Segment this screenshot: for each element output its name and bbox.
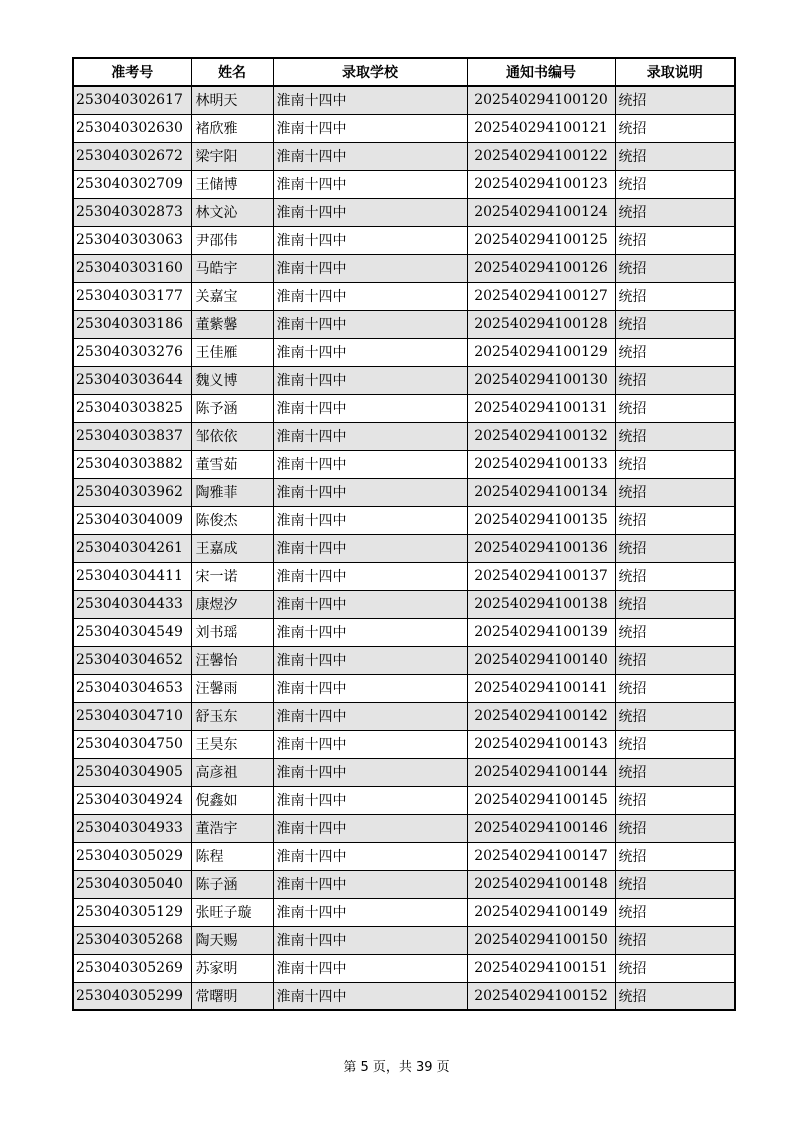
cell-notice-number: 202540294100127	[467, 282, 615, 310]
cell-student-name: 汪馨怡	[191, 646, 273, 674]
cell-admission-note: 统招	[615, 618, 735, 646]
cell-student-name: 陈子涵	[191, 870, 273, 898]
cell-student-name: 陈程	[191, 842, 273, 870]
cell-notice-number: 202540294100129	[467, 338, 615, 366]
cell-exam-number: 253040304750	[73, 730, 191, 758]
cell-student-name: 褚欣雅	[191, 114, 273, 142]
cell-admission-note: 统招	[615, 422, 735, 450]
cell-exam-number: 253040302873	[73, 198, 191, 226]
table-row	[73, 338, 735, 366]
cell-admission-note: 统招	[615, 226, 735, 254]
table-row	[73, 562, 735, 590]
cell-notice-number: 202540294100150	[467, 926, 615, 954]
table-row	[73, 898, 735, 926]
cell-admitted-school: 淮南十四中	[273, 646, 467, 674]
cell-admitted-school: 淮南十四中	[273, 478, 467, 506]
table-row	[73, 870, 735, 898]
cell-admitted-school: 淮南十四中	[273, 506, 467, 534]
cell-admitted-school: 淮南十四中	[273, 450, 467, 478]
cell-student-name: 陈予涵	[191, 394, 273, 422]
cell-admission-note: 统招	[615, 842, 735, 870]
cell-admission-note: 统招	[615, 786, 735, 814]
cell-admitted-school: 淮南十四中	[273, 898, 467, 926]
cell-student-name: 常曙明	[191, 982, 273, 1010]
cell-student-name: 王储博	[191, 170, 273, 198]
table-row	[73, 170, 735, 198]
cell-notice-number: 202540294100123	[467, 170, 615, 198]
cell-student-name: 董紫馨	[191, 310, 273, 338]
table-row	[73, 254, 735, 282]
cell-notice-number: 202540294100136	[467, 534, 615, 562]
table-row	[73, 618, 735, 646]
cell-admitted-school: 淮南十四中	[273, 534, 467, 562]
cell-notice-number: 202540294100124	[467, 198, 615, 226]
cell-admitted-school: 淮南十四中	[273, 226, 467, 254]
cell-notice-number: 202540294100152	[467, 982, 615, 1010]
cell-admitted-school: 淮南十四中	[273, 198, 467, 226]
table-row	[73, 842, 735, 870]
table-header-row	[73, 58, 735, 86]
cell-notice-number: 202540294100130	[467, 366, 615, 394]
cell-admission-note: 统招	[615, 198, 735, 226]
cell-notice-number: 202540294100131	[467, 394, 615, 422]
cell-admitted-school: 淮南十四中	[273, 562, 467, 590]
cell-admission-note: 统招	[615, 170, 735, 198]
cell-admission-note: 统招	[615, 898, 735, 926]
cell-exam-number: 253040303186	[73, 310, 191, 338]
cell-notice-number: 202540294100121	[467, 114, 615, 142]
cell-exam-number: 253040305268	[73, 926, 191, 954]
cell-admission-note: 统招	[615, 282, 735, 310]
table-row	[73, 506, 735, 534]
cell-exam-number: 253040302709	[73, 170, 191, 198]
cell-notice-number: 202540294100132	[467, 422, 615, 450]
cell-student-name: 马皓宇	[191, 254, 273, 282]
cell-admitted-school: 淮南十四中	[273, 982, 467, 1010]
cell-admission-note: 统招	[615, 478, 735, 506]
cell-admitted-school: 淮南十四中	[273, 758, 467, 786]
cell-exam-number: 253040305040	[73, 870, 191, 898]
cell-exam-number: 253040303160	[73, 254, 191, 282]
cell-student-name: 汪馨雨	[191, 674, 273, 702]
cell-notice-number: 202540294100141	[467, 674, 615, 702]
cell-student-name: 邹依依	[191, 422, 273, 450]
cell-student-name: 舒玉东	[191, 702, 273, 730]
cell-admission-note: 统招	[615, 142, 735, 170]
table-row	[73, 758, 735, 786]
table-row	[73, 534, 735, 562]
cell-exam-number: 253040304411	[73, 562, 191, 590]
cell-exam-number: 253040302672	[73, 142, 191, 170]
table-row	[73, 366, 735, 394]
table-row	[73, 730, 735, 758]
cell-notice-number: 202540294100120	[467, 86, 615, 114]
table-row	[73, 310, 735, 338]
cell-admitted-school: 淮南十四中	[273, 114, 467, 142]
cell-notice-number: 202540294100122	[467, 142, 615, 170]
table-row	[73, 814, 735, 842]
cell-admission-note: 统招	[615, 86, 735, 114]
cell-admission-note: 统招	[615, 814, 735, 842]
cell-exam-number: 253040304009	[73, 506, 191, 534]
cell-exam-number: 253040305269	[73, 954, 191, 982]
cell-admission-note: 统招	[615, 870, 735, 898]
cell-exam-number: 253040304924	[73, 786, 191, 814]
table-row	[73, 954, 735, 982]
cell-admitted-school: 淮南十四中	[273, 422, 467, 450]
cell-exam-number: 253040302630	[73, 114, 191, 142]
table-body	[73, 86, 735, 1010]
cell-admitted-school: 淮南十四中	[273, 926, 467, 954]
cell-student-name: 王昊东	[191, 730, 273, 758]
cell-exam-number: 253040303962	[73, 478, 191, 506]
cell-admitted-school: 淮南十四中	[273, 254, 467, 282]
cell-notice-number: 202540294100125	[467, 226, 615, 254]
cell-notice-number: 202540294100149	[467, 898, 615, 926]
cell-admitted-school: 淮南十四中	[273, 730, 467, 758]
table-row	[73, 114, 735, 142]
cell-admission-note: 统招	[615, 450, 735, 478]
cell-student-name: 刘书瑶	[191, 618, 273, 646]
cell-admitted-school: 淮南十四中	[273, 674, 467, 702]
cell-admission-note: 统招	[615, 758, 735, 786]
cell-notice-number: 202540294100135	[467, 506, 615, 534]
table-row	[73, 786, 735, 814]
table-row	[73, 450, 735, 478]
cell-admitted-school: 淮南十四中	[273, 394, 467, 422]
cell-exam-number: 253040303837	[73, 422, 191, 450]
table-row	[73, 422, 735, 450]
cell-admitted-school: 淮南十四中	[273, 702, 467, 730]
admission-table	[72, 57, 736, 1011]
table-row	[73, 198, 735, 226]
cell-exam-number: 253040303825	[73, 394, 191, 422]
cell-notice-number: 202540294100134	[467, 478, 615, 506]
cell-notice-number: 202540294100126	[467, 254, 615, 282]
table-row	[73, 646, 735, 674]
header-admitted-school: 录取学校	[273, 58, 467, 86]
cell-admission-note: 统招	[615, 366, 735, 394]
cell-student-name: 王嘉成	[191, 534, 273, 562]
cell-notice-number: 202540294100142	[467, 702, 615, 730]
table-row	[73, 226, 735, 254]
cell-admitted-school: 淮南十四中	[273, 310, 467, 338]
cell-notice-number: 202540294100145	[467, 786, 615, 814]
cell-admitted-school: 淮南十四中	[273, 338, 467, 366]
table-row	[73, 86, 735, 114]
cell-admitted-school: 淮南十四中	[273, 142, 467, 170]
cell-exam-number: 253040303882	[73, 450, 191, 478]
cell-exam-number: 253040304905	[73, 758, 191, 786]
cell-admission-note: 统招	[615, 674, 735, 702]
cell-notice-number: 202540294100151	[467, 954, 615, 982]
cell-exam-number: 253040304710	[73, 702, 191, 730]
cell-student-name: 高彦祖	[191, 758, 273, 786]
cell-admission-note: 统招	[615, 982, 735, 1010]
cell-student-name: 陈俊杰	[191, 506, 273, 534]
cell-student-name: 梁宇阳	[191, 142, 273, 170]
cell-exam-number: 253040304261	[73, 534, 191, 562]
page-footer: 第 5 页，共 39 页	[343, 1060, 450, 1075]
table-row	[73, 926, 735, 954]
cell-admission-note: 统招	[615, 254, 735, 282]
header-admission-note: 录取说明	[615, 58, 735, 86]
table-row	[73, 702, 735, 730]
cell-student-name: 林明天	[191, 86, 273, 114]
cell-exam-number: 253040303276	[73, 338, 191, 366]
cell-exam-number: 253040304653	[73, 674, 191, 702]
cell-admitted-school: 淮南十四中	[273, 366, 467, 394]
cell-admission-note: 统招	[615, 114, 735, 142]
cell-admitted-school: 淮南十四中	[273, 870, 467, 898]
cell-notice-number: 202540294100139	[467, 618, 615, 646]
cell-student-name: 苏家明	[191, 954, 273, 982]
table-row	[73, 282, 735, 310]
cell-notice-number: 202540294100128	[467, 310, 615, 338]
cell-admission-note: 统招	[615, 646, 735, 674]
cell-student-name: 尹邵伟	[191, 226, 273, 254]
cell-notice-number: 202540294100146	[467, 814, 615, 842]
cell-notice-number: 202540294100138	[467, 590, 615, 618]
cell-exam-number: 253040304933	[73, 814, 191, 842]
header-exam-number: 准考号	[73, 58, 191, 86]
cell-admitted-school: 淮南十四中	[273, 590, 467, 618]
cell-student-name: 林文沁	[191, 198, 273, 226]
cell-student-name: 关嘉宝	[191, 282, 273, 310]
cell-admitted-school: 淮南十四中	[273, 282, 467, 310]
table-row	[73, 674, 735, 702]
table-row	[73, 478, 735, 506]
cell-admission-note: 统招	[615, 590, 735, 618]
cell-exam-number: 253040303177	[73, 282, 191, 310]
table-row	[73, 142, 735, 170]
cell-student-name: 陶雅菲	[191, 478, 273, 506]
cell-notice-number: 202540294100140	[467, 646, 615, 674]
cell-notice-number: 202540294100133	[467, 450, 615, 478]
cell-admission-note: 统招	[615, 338, 735, 366]
cell-exam-number: 253040305299	[73, 982, 191, 1010]
cell-admission-note: 统招	[615, 702, 735, 730]
cell-notice-number: 202540294100148	[467, 870, 615, 898]
cell-exam-number: 253040304433	[73, 590, 191, 618]
cell-exam-number: 253040304549	[73, 618, 191, 646]
cell-admitted-school: 淮南十四中	[273, 814, 467, 842]
cell-admission-note: 统招	[615, 954, 735, 982]
cell-admission-note: 统招	[615, 394, 735, 422]
cell-notice-number: 202540294100137	[467, 562, 615, 590]
cell-notice-number: 202540294100144	[467, 758, 615, 786]
cell-student-name: 董雪茹	[191, 450, 273, 478]
header-notice-number: 通知书编号	[467, 58, 615, 86]
cell-admission-note: 统招	[615, 562, 735, 590]
cell-student-name: 倪鑫如	[191, 786, 273, 814]
cell-exam-number: 253040302617	[73, 86, 191, 114]
cell-admission-note: 统招	[615, 534, 735, 562]
cell-admitted-school: 淮南十四中	[273, 86, 467, 114]
cell-admitted-school: 淮南十四中	[273, 170, 467, 198]
cell-admission-note: 统招	[615, 926, 735, 954]
cell-admitted-school: 淮南十四中	[273, 618, 467, 646]
cell-admitted-school: 淮南十四中	[273, 842, 467, 870]
cell-student-name: 董浩宇	[191, 814, 273, 842]
cell-admitted-school: 淮南十四中	[273, 954, 467, 982]
cell-exam-number: 253040304652	[73, 646, 191, 674]
cell-exam-number: 253040305129	[73, 898, 191, 926]
cell-exam-number: 253040303644	[73, 366, 191, 394]
cell-notice-number: 202540294100147	[467, 842, 615, 870]
cell-student-name: 宋一诺	[191, 562, 273, 590]
cell-notice-number: 202540294100143	[467, 730, 615, 758]
cell-admission-note: 统招	[615, 310, 735, 338]
cell-admission-note: 统招	[615, 730, 735, 758]
table-row	[73, 982, 735, 1010]
header-student-name: 姓名	[191, 58, 273, 86]
table-row	[73, 394, 735, 422]
table-row	[73, 590, 735, 618]
cell-admission-note: 统招	[615, 506, 735, 534]
cell-admitted-school: 淮南十四中	[273, 786, 467, 814]
cell-student-name: 魏义博	[191, 366, 273, 394]
cell-student-name: 陶天赐	[191, 926, 273, 954]
cell-student-name: 张旺子璇	[191, 898, 273, 926]
cell-student-name: 康煜汐	[191, 590, 273, 618]
cell-student-name: 王佳雁	[191, 338, 273, 366]
cell-exam-number: 253040303063	[73, 226, 191, 254]
cell-exam-number: 253040305029	[73, 842, 191, 870]
